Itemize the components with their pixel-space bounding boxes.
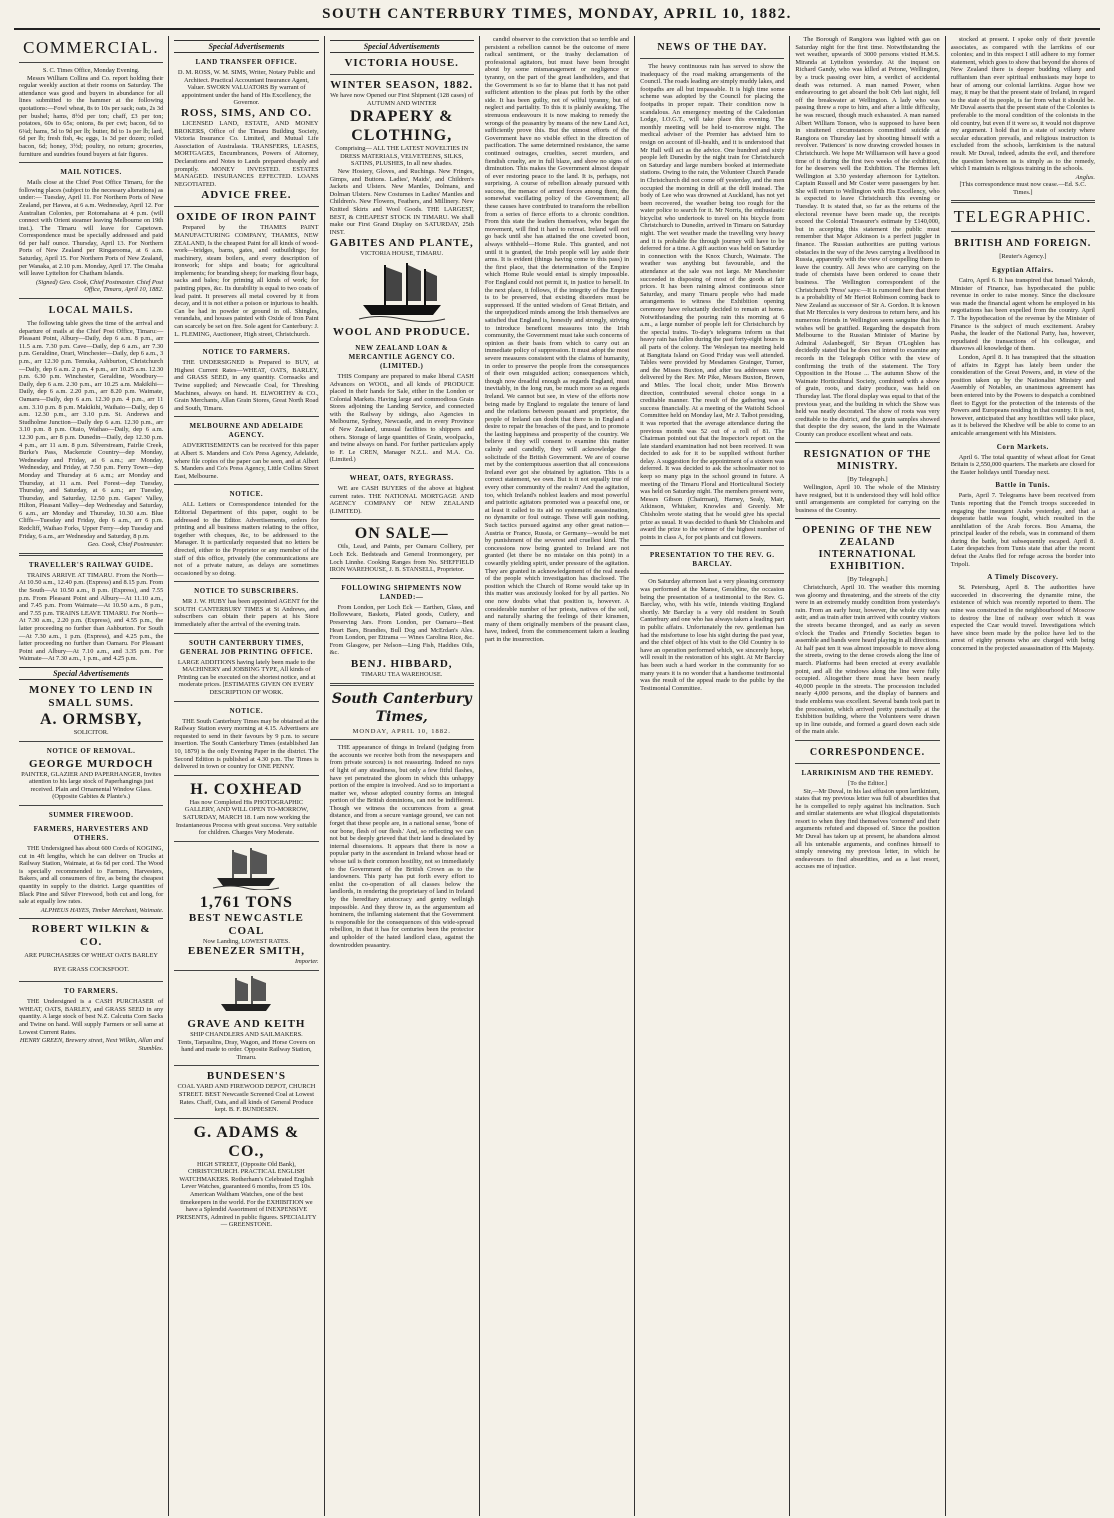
wilkin-name: ROBERT WILKIN & CO. <box>31 923 151 949</box>
paper-date: MONDAY, APRIL 10, 1882. <box>352 727 451 735</box>
larrikinism-heading: LARRIKINISM AND THE REMEDY. <box>801 768 934 777</box>
divider <box>19 805 163 806</box>
larrikinism-text: Sir,—Mr Duval, in his last effusion upon larrikinism, states that my previous letter was full of absurdities that he is compelled to reply against his inclination. Such and similar statements are what illogical disputationists resort to when they find themselves 'cornered' and their arguments refuted and disposed of. Since the position Mr Duval has taken up at present, he abandons almost all his untenable arguments, and confines himself to simply renewing my previous letter, in which he endeavours to find absurdities, and as a last resort, accuses me of injustice. <box>795 787 940 871</box>
ormsby-title: SOLICITOR. <box>73 728 109 736</box>
divider <box>330 74 474 75</box>
paint-text: Prepared by the THAMES PAINT MANUFACTURING COMPANY, THAMES, NEW ZEALAND, Is the cheapest Paint for all kinds of wood-work—bridges, barns, gates, and outbuildings; for machinery, steam boilers, and every description of ironwork; for ships and boats; for agricultural implements; for branding sheep; for marking flour bags, sacks and bales; for priming all kinds of work; for painting pipes, &c. Its durability is equal to two coats of lead paint. It preserves all metal covered by it from decay, and it is not either a poison or injurious to health. Can be had in powder or ground in oil. Shingles, verandahs, and houses painted with Oxide of Iron Paint can scarcely be set on fire. Sole agent for Canterbury: J. L. FLEMING, Auctioneer, High street, Christchurch. <box>174 224 319 338</box>
firewood-heading: SUMMER FIREWOOD. <box>48 810 134 819</box>
divider <box>174 775 318 776</box>
news-text: The heavy continuous rain has served to show the inadequacy of the road making arrangements of the Council. The roads leading are simply muddy lakes, and footpaths are all but impassable. It is high time some scheme was adopted by the Council for placing the footpaths in proper repair. Their condition now is scandalous. An emergency meeting of the Caledonian Lodge, I.O.G.T., will take place this evening. The monthly meeting will be held to-morrow night. The medical adviser of the Premier has advised him to resign on account of ill-health, and it is understood that Mr Hall will act as the advice. One hundred and sixty people left Dunedin by the night train for Christchurch on Saturday and large numbers booked at intermediate stations. Owing to the rain, the Volunteer Church Parade in Christchurch did not come off yesterday, and the men occupied the morning in drill at the drill instead. The body of Lee who was drowned at Auckland, has not yet been recovered, the weather being too rough for the water police to search for it. Mr Norris, the enthusiastic bicyclist who undertook to travel on his bicycle from Christchurch to Dunedin, arrived in Timaru on Saturday night. The wet weather made the travelling very heavy and it is probable the through journey will have to be deferred for a time. A gift auction was held on Saturday in connection with the Knox Church, Waimate. The weather was anything but favourable, and the attendance at the sale was not large. Mr Manchester succeeded in disposing of most of the goods at fair prices. It has been raining almost continuous since Saturday, and many Timaru people who had made arrangements to witness the Exhibition opening ceremony have reluctantly decided to remain at home. Notwithstanding the pouring rain this morning at 6 a.m., a large number of people left for Christchurch by the special trains. To-day's telegrams inform us that heavy rain has fallen during the past forty-eight hours in all parts of the colony. The Wesleyan tea meeting held at Bangitata Island on Good Friday was well attended. Tables were provided by Mesdames Grainger, Turner, and the Misses Buxton, and after tea addresses were delivered by the Rev. Mr Pike, Messrs Buxton, Brown, and Miles. The local choir, under Miss Brown's direction, contributed several choice songs in a creditable manner. The result of the gathering was a success financially. At a meeting of the Waitohi School Committee held on Monday last, Mr J. Talbot presiding, it was reported that the average attendance during the previous month was 52 out of a roll of 81. The Chairman pointed out that the Inspector's report on the late standard examination had not been received. It was decided to ask for it to be supplied without further delay. A suggestion for the appointment of a sixteen was deferred. It was decided to ask the schoolmaster not to keep so many pigs in the school ground in future. A meeting of the Timaru Floral and Horticultural Society was held on Saturday night. The members present were, Messrs Gibson (Chairman), Harney, Sealy, Mair, Atkinson, Whitaker, Knowles and Greenly. Mr Chisholm wrote stating that he would give his special prize as usual. It was decided to thank Mr Chisholm and award the prize to the winner of the highest number of points in class A, for pot plants and cut flowers. <box>640 63 785 541</box>
coal-sub: Now Landing, LOWEST RATES. <box>202 937 290 945</box>
firewood-text: THE Undersigned has about 600 Cords of KOGING, cut in 4ft lengths, which he can deliver on Trucks at Railway Station, Waimate, at 6s 6d per cord. The Wood is specially recommended to Farmers, Harvesters, Bakers, and all consumers of fire, as being the cheapest quantity in supply to the district. Large quantities of Black Pine and Silver Firewood, both cut and long, for sale at equally low rates. <box>19 844 164 906</box>
columns <box>14 36 1100 1516</box>
gabites-sub: VICTORIA HOUSE, TIMARU. <box>360 250 444 258</box>
job-printing-heading: SOUTH CANTERBURY TIMES, GENERAL JOB PRINTING OFFICE. <box>179 638 313 656</box>
drapery-sub: Comprising— ALL THE LATEST NOVELTIES IN DRESS MATERIALS, VELVETEENS, SILKS, SATINS, PLUSHES, In all new shades. <box>335 145 469 168</box>
editor-note: [This correspondence must now cease.—Ed. S.C. Times.] <box>959 181 1087 196</box>
winter-heading: WINTER SEASON, 1882. <box>330 79 474 91</box>
wool-heading: WOOL AND PRODUCE. <box>332 325 471 338</box>
masthead-title: SOUTH CANTERBURY TIMES, MONDAY, APRIL 10, 1882. <box>322 6 792 22</box>
paper-title: South Canterbury Times, <box>331 690 472 725</box>
ship-icon <box>357 261 447 323</box>
larrikinism-continued: stocked at present. I spoke only of their juvenile associates, as compared with the larrikins of our colonies; and in this respect I still adhere to my former statement, which goes to show that beyond the shores of New Zealand there is deeper budding villany and ruffianism than ever spiritual enthusiasts may hope to hear of among our colonial larrikins. Argue how we may, it may be that the present state of Ireland, in regard to the state of its people, is far from what it should be. Mr Duval asserts that the present state of the Colonies is preferable to the moral condition of the colonists in the old country, but even if it were so, it would not disprove my argument. I hold that in a state of society where secular education prevails, and religious instruction is excluded from the schools, larrikinism is the natural result. Mr Duval, indeed, admits the evil, and therefore the question between us is simply as to the remedy, which I maintain is religious training in the schools. <box>950 36 1095 173</box>
discovery-heading: A Timely Discovery. <box>987 573 1059 582</box>
bundesen-heading: BUNDESEN'S <box>206 1070 286 1083</box>
ross-sims-name: ROSS, SIMS, AND CO. <box>180 106 312 119</box>
divider <box>19 298 163 299</box>
divider <box>330 468 474 469</box>
divider <box>795 442 939 443</box>
exhibition-text: Christchurch, April 10. The weather this morning was gloomy and threatening, and the streets of the city were in an extremely muddy condition from yesterday's rain. From an early hour, however, the whole city was astir, and as train after train arrived with country visitors the streets became thronged, and as early as seven o'clock the Trades and Friendly Societies began to assemble and bands were heard playing in all directions. At half past ten it was almost impossible to move along the streets, owing to the dense crowds along the line of march. Platforms had been erected at every available point, and all the windows along the line were fully occupied. Altogether there must have been nearly 40,000 people in the streets. The procession included nearly 4,000 persons, and the display of banners and trade emblems was excellent. Several bands took part in the procession, which arrived pretty punctually at the Exhibition building, where the Volunteers were drawn up in line outside, and formed a guard down each side of the main aisle. <box>795 584 940 736</box>
divider <box>19 553 163 556</box>
divider <box>174 581 318 582</box>
reuter-agency: [Reuter's Agency.] <box>999 253 1047 261</box>
london-text: London, April 8. It has transpired that the situation of affairs in Egypt has lately been under the consideration of the Great Powers, and, in view of the position taken up by the Nationalist Ministry and Assembly of Notables, an unanimous agreement has been entered into by the Powers to despatch a combined fleet to Egypt for the protection of the interests of the Powers and Europeans residing in that country. It is not, however, anticipated that any hostilities will take place, as it is believed the Khedive will be able to come to an amicable arrangement with his Ministers. <box>950 354 1095 437</box>
mail-heading: MAIL NOTICES. <box>60 168 122 177</box>
divider <box>640 58 784 59</box>
exhibition-by: [By Telegraph.] <box>847 576 888 584</box>
divider <box>174 841 318 842</box>
local-mails-heading: LOCAL MAILS. <box>48 305 134 317</box>
divider <box>330 578 474 579</box>
nzl-text: THIS Company are prepared to make liberal CASH Advances on WOOL, and all kinds of PRODUCE placed in their hands for Sale, either in the London or Colonial Markets. Having large and commodious Grain Stores adjoining the Landing Service, and connected with the Railway by sidings, also Agencies in Melbourne, Sydney, Newcastle, and in every Province of New Zealand, unusual facilities to shippers and others. Storage of large quantities of Grain, woolpacks, and twine always on hand. For further particulars apply to F. Le CREN, Manager N.Z.L. and M.A. Co. (Limited.) <box>329 372 474 464</box>
resignation-heading: RESIGNATION OF THE MINISTRY. <box>803 449 932 473</box>
notice-heading: NOTICE. <box>229 490 264 499</box>
divider <box>19 162 163 163</box>
british-foreign-heading: BRITISH AND FOREIGN. <box>954 238 1092 250</box>
divider <box>174 970 318 971</box>
divider <box>330 739 474 740</box>
news-continued: The Borough of Rangiora was lighted with gas on Saturday night for the first time. Notwithstanding the wet weather, upwards of 3000 persons visited H.M.S. Miranda at Lyttelton yesterday. At the inquest on Richard Gandy, who was killed at Petone, Wellington, by a truck passing over him, a verdict of accidental death was returned. A man named Power, when endeavouring to get aboard the bolt Orb last night, fell off the breakwater at Wellington. A lady who was passing threw a rope to him, and after a little difficulty, he was rescued, though much exhausted. A man named Albert William Tonson, who is supposed to have been in straitened circumstances committed suicide at Rangiora on Thursday last by shooting himself with a revolver. 'Patiences' is now drawing crowded houses in Christchurch. We hope Mr Williamson will have a good time of it during the first two weeks of the exhibition, for he deserves well the Exhibition. The Hermes left Wellington at 3.30 yesterday afternoon for Lyttelton. Captain Russell and Mr Coster were passengers by her. She will return to Wellington with His Excellency, who is expected to leave Christchurch this evening or Tuesday. It is stated that, so far as the returns of the electoral revenue have been made up, the receipts exceed the Colonial Treasurer's estimate by £140,000, but in accepting this statement the public must remember that Major Atkinson is a perfect juggler in finance. The Russian authorities are putting various obstacles in the way of the Jews carrying a livelihood in Russia, apparently with the view of compelling them to leave the country. All Jews who are carrying on the trade of chemists have been ordered to cease their business. The Wellington correspondent of the Christchurch 'Press' says:—It is rumored here that there is a probability of Mr Heriot Robinson coming back to New Zealand as successor of Sir A. Gordon. It is known that Mr Hercules is very desirous to return here, and his numerous friends in Wellington seem sanguine that his wishes will be gratified. Regarding the despatch from Melbourne to the Russian Minister of Marine by Admiral Aslanbegoff, Sir Bryan O'Loghlen has decidedly stated that he does not intend to examine any records in the Telegraph Office with the view of confirming the truth of the statement. The Tory Opposition in the House ... The autumn Show of the Waimate Horticultural Society, combined with a show of grain, roots, and dairy produce, was held on Thursday last. The floral display was equal to that of the previous year, and the building in which the Show was held was neatly decorated. The show of roots was very creditable to the district, and the grain samples showed that despite the dry season, the land in the Waimate County can produce excellent wheat and oats. <box>795 36 940 438</box>
coxhead-name: H. COXHEAD <box>190 780 303 798</box>
divider <box>19 981 163 982</box>
victoria-heading: VICTORIA HOUSE. <box>344 57 459 69</box>
drapery-heading: DRAPERY & CLOTHING, <box>350 108 454 145</box>
land-transfer-text: D. M. ROSS, W. M. SIMS, Writer, Notary Public and Architect. Practical Accountant Insurance Agent, Valuer. SWORN VALUATORS By warrant of appointment under the hand of His Excellency, the Governor. <box>177 69 315 107</box>
job-printing-text: LARGE ADDITIONS having lately been made to the MACHINERY and JOBBING TYPE, All kinds of Printing can be executed on the shortest notice, and at moderate prices. [ESTIMATES GIVEN ON EVERY DESCRIPTION OF WORK. <box>177 658 316 697</box>
hayes-signature: ALPHEUS HAYES, Timber Merchant, Waimate. <box>40 906 164 914</box>
egypt-heading: Egyptian Affairs. <box>992 266 1054 275</box>
wheat-text: WE are CASH BUYERS of the above at highest current rates. THE NATIONAL MORTGAGE AND AGENCY COMPANY OF NEW ZEALAND (LIMITED). <box>329 485 474 515</box>
ship-icon <box>211 846 281 890</box>
telegraphic-heading: TELEGRAPHIC. <box>953 207 1093 227</box>
special-ads-band: Special Advertisements <box>19 667 163 680</box>
masthead <box>14 6 1100 30</box>
notice2-heading: NOTICE. <box>229 706 264 715</box>
grave-keith-sub: SHIP CHANDLERS AND SAILMAKERS. <box>190 1030 303 1038</box>
grave-keith-name: GRAVE AND KEITH <box>187 1017 306 1030</box>
green-signature: HENRY GREEN, Brewery street, Next Wilkin, Allan and Stumbles. <box>19 1037 164 1052</box>
tunis-text: Paris, April 7. Telegrams have been received from Tunis reporting that the French troops succeeded in engaging the insurgent Arabs yesterday, and that a desperate battle was fought, which resulted in the annihilation of the Arab forces. Bou Amama, the principal leader of the rebels, was in command of them during the battle, but subsequently escaped. April 8. Later despatches from Tunis state that after the recent defeat the Arabs fled for refuge across the border into Tripoli. <box>950 492 1095 568</box>
removal-heading: NOTICE OF REMOVAL. <box>46 746 136 755</box>
farmers-heading: FARMERS, HARVESTERS AND OTHERS. <box>33 824 149 842</box>
mail-signature: (Signed) Geo. Cook, Chief Postmaster. Chief Post Office, Timaru, April 10, 1882. <box>36 278 164 294</box>
corn-markets-text: April 6. The total quantity of wheat afloat for Great Britain is 2,550,000 quarters. The markets are closed for the Easter holidays until Tuesday next. <box>950 453 1095 476</box>
divider <box>795 740 939 741</box>
notice-text: ALL Letters or Correspondence intended for the Editorial Department of this paper, ought to be addressed to the Editor. Advertisements, orders for printing and all business matters relating to the office, together with cheques, &c, to be addressed to the Manager. It is particularly requested that no letters be directed, either to the Proprietor or any member of the staff of this office, privately (the communications are not of a private nature, as delays are sometimes occasioned by so doing. <box>174 501 319 577</box>
tons-heading: 1,761 TONS <box>199 893 293 911</box>
column-3 <box>325 36 480 1516</box>
wilkin-text: ARE PURCHASERS OF WHEAT OATS BARLEY RYE GRASS COCKSFOOT. <box>24 952 159 974</box>
discovery-text: St. Petersburg, April 8. The authorities have succeeded in discovering the dynamite mine, the existence of which was recently reported to them. The mine was constructed in the neighbourhood of Moscow to destroy the line of railway over which it was expected the Czar would travel. Investigations which have since been made by the police have led to the arrest of eighty persons who are charged with being concerned in the projected assassination of His Majesty. <box>950 584 1095 652</box>
gabites-name: GABITES AND PLANTE, <box>329 237 474 250</box>
divider <box>640 573 784 574</box>
news-of-the-day-heading: NEWS OF THE DAY. <box>657 42 768 53</box>
ship-icon <box>216 975 276 1015</box>
mail-text: Mails close at the Chief Post Office Timaru, for the following places (subject to the necessary alterations) as under:— Tuesday, April 11. For Northern Ports of New Zealand, per Hawea, at 6 a.m. Wednesday, April 12. For Australian Colonies, per Rotomahana at 4 p.m. (will connect with Orient steamer leaving Melbourne on 19th inst.). The Timaru will leave for Capetown. Correspondence must be specially addressed and paid 6d per half ounce. Thursday, April 13. For Northern Ports of New Zealand per Ringarooma, at 6 a.m. Saturday, April 15. For Northern Ports of New Zealand, per Wanaka, at 2.10 p.m. Monday, April 17. The Omaha will leave Lyttelton for Chatham Islands. <box>19 179 164 278</box>
resignation-by: [By Telegraph.] <box>847 476 888 484</box>
special-ads-band: Special Advertisements <box>174 40 318 53</box>
egypt-text: Cairo, April 6. It has transpired that Ismael Yakoub, Minister of Finance, has hypothecated the public revenue in order to raise money. Since the disclosure was made the financial agent whom he employed in his negotiations has been expelled from the country. April 7. The hypothecation of the revenue by the Minister of Finance is the subject of much excitement. Arabey Pasha, the leader of the National Party, has, however, repudiated the transactions of his colleague, and disavows all knowledge of them. <box>950 277 1095 353</box>
divider <box>19 62 163 63</box>
shipments-heading: FOLLOWING SHIPMENTS NOW LANDED:— <box>341 583 463 601</box>
notice-farmers-text: THE UNDERSIGNED is Prepared to BUY, at Highest Current Rates—WHEAT, OATS, BARLEY, and GRASS SEED, in any quantity. Cornsacks and Twine supplied; and Newcastle Coal, for Threshing Machines, always on hand. H. ELWORTHY & CO., Grain Merchants, Allan Grain Stores, Great North Road and South, Timaru. <box>174 359 319 412</box>
ross-sims-text: LICENSED LAND, ESTATE, AND MONEY BROKERS, Office of the Timaru Building Society, Victoria Insurance Co. Limited, and Mutual Life Association of Australasia. TRANSFERS, LEASES, MORTGAGES, Encumbrances, Powers of Attorney, Declarations and Notes to Lands prepared cheaply and promptly. MONEY INVESTED. ESTATES MANAGED. INSURANCES EFFECTED. LOANS NEGOTIATED. <box>174 119 319 188</box>
subscribers-text: MR J. W. HUBY has been appointed AGENT for the SOUTH CANTERBURY TIMES at St Andrews, and subscribers can obtain their papers at his Store immediately after the arrival of the evening train. <box>174 598 319 629</box>
murdoch-name: GEORGE MURDOCH <box>28 757 154 770</box>
paint-heading: OXIDE OF IRON PAINT <box>176 211 317 224</box>
notice-farmers-heading: NOTICE TO FARMERS. <box>202 348 291 357</box>
divider <box>640 545 784 546</box>
divider <box>19 918 163 919</box>
commercial-heading: COMMERCIAL. <box>23 38 160 57</box>
presentation-heading: PRESENTATION TO THE REV. G. BARCLAY. <box>649 551 775 569</box>
land-transfer-heading: LAND TRANSFER OFFICE. <box>195 58 298 66</box>
coal-heading: BEST NEWCASTLE COAL <box>188 911 304 937</box>
commercial-text: Messrs William Collins and Co. report holding their regular weekly auction at their rooms on Saturday. The attendance was good and buyers in abundance for all lines submitted to the hammer at the following quotations:—Fowl wheat, 8s to 10s per sack; oats, 2s 3d per bushel; hams, 8½d per ton; chaff, £3 per ton; potatoes, 60s to 65s; onions, 8s per cwt; bacon, 6d to 6¼d; hams, 5d to 9d per lb; butter, 8d to 1s per lb; lard, 6d per lb; fresh fish, 4s; eggs, 1s 3d per dozen; rolled bacon, 6d; honey, 3½d; poultry, no return; groceries, furniture and sundries found buyers at fair figures. <box>19 74 164 158</box>
drapery-text: New Hosiery, Gloves, and Ruchings. New Fringes, Gimps, and Buttons. Ladies', Maids', and Children's Jackets and Ulsters. New Mantles, Dolmans, and Dolman Ulsters. New Costumes in Ladies' Mantles and Children's. New Flowers, Feathers, and Millinery. New Knitted Skirts and Wool Goods. THE LARGEST, BEST, & CHEAPEST STOCK IN TIMARU. We shall make our First Grand Display on SATURDAY, 25th INST. <box>329 167 474 236</box>
divider <box>174 206 318 207</box>
resignation-text: Wellington, April 10. The whole of the Ministry have resigned, but it is understood they will hold office until arrangements are completed for carrying on the business of the Country. <box>795 484 940 514</box>
green-text: THE Undersigned is a CASH PURCHASER of WHEAT, OATS, BARLEY, and GRASS SEED in any quantity. A large stock of best N.Z. Calcutta Corn Sacks and Twine on hand. Will supply Farmers or sell same at Lowest Current Rates. <box>19 998 164 1036</box>
coxhead-text: Has now Completed His PHOTOGRAPHIC GALLERY, AND WILL OPEN TO-MORROW, SATURDAY, MARCH 18. I am now working the Instantaneous Process with great success. Very suitable for children. Charges Very Moderate. <box>175 798 317 837</box>
exhibition-heading: OPENING OF THE NEW ZEALAND INTERNATIONAL EXHIBITION. <box>802 525 933 573</box>
divider <box>174 1065 318 1066</box>
commercial-dateline: S. C. Times Office, Monday Evening. <box>42 67 140 74</box>
larrikinism-signature: Anglus. <box>1075 173 1095 181</box>
divider <box>174 1118 318 1119</box>
railway-text: TRAINS ARRIVE AT TIMARU. From the North—At 10.50 a.m., 12.40 p.m. (Express) and 8.15 p.m. From the South—At 10.50 a.m., 8 p.m. (Express), and 7.55 p.m. From Pleasant Point and Albury—At 11.10 a.m., and 7.45 p.m. From Waimate—At 10.50 a.m., 8 p.m., and 7.55 p.m. TRAINS LEAVE TIMARU. For North—At 7.30 a.m., 2.20 p.m. (Express), and 4.55 p.m., the latter proceeding no further than Ashburton. For South—At 7.30 a.m., 1 p.m. (Express), and 4.25 p.m., the latter proceeding no further than Oamaru. For Pleasant Point and Albury—At 7.10 a.m., and 3.35 p.m. For Waimate—At 7.30 a.m., 1 p.m., and 4.25 p.m. <box>19 571 164 663</box>
divider <box>795 518 939 519</box>
money-heading: MONEY TO LEND IN SMALL SUMS. <box>28 683 154 709</box>
column-2 <box>169 36 324 1516</box>
notice2-text: THE South Canterbury Times may be obtained at the Railway Station every morning at 4.15. Advertisers are requested to send in their favours by 9 p.m. to secure insertion. The South Canterbury Times (established Jan 10, 1879) is the only Evening Paper in the district. The Second Edition is published at 4.30 p.m. The Times is delivered in town or country for ONE PENNY. <box>174 717 319 771</box>
local-mails-text: The following table gives the time of the arrival and departure of mails at the Chief Post Office, Timaru:— Pleasant Point, Albury—Daily, dep 6 a.m. 8 p.m., arr 11.5 a.m. 7.30 p.m. Cave—Daily, dep 6 a.m., arr 7.30 p.m. Geraldine, Orari, Winchester—Daily, dep 6 a.m., 3 p.m., arr 12.30 p.m. Temuka, Ashburton, Christchurch—Daily, dep 6 a.m. 2 p.m. 4 p.m., arr 10.25 a.m. 12.30 p.m. 6.30 p.m. Winchester, Geraldine, Woodbury—Daily, dep 6 a.m. 2.30 p.m., arr 10.25 a.m. Makikihi—Daily, dep 6 a.m. 2.20 p.m., arr 8.20 p.m. Waimate, Oamaru—Daily, dep 6 a.m. 12.30 p.m. 4 p.m., arr 11 a.m. 3.10 p.m. 8 p.m. Makikihi, Waihaio—Daily, dep 6 a.m. 12.30 p.m., arr 3.10 p.m. St. Andrews and Studholme Junction—Daily dep 6 a.m. 12.30 p.m., arr 3.10 p.m. 8 p.m. Otaio, Waihao—Daily, dep 6 a.m. 12.30 p.m., arr 8 p.m. Dunedin—Daily, dep 12.30 p.m. 4 p.m., arr 11 a.m. 8 p.m. Silverstream, Fairlie Creek, Burke's Pass, Mackenzie Country—dep Monday, Wednesday and Friday, at 6 a.m.; arr Monday, Wednesday, and Friday, at 7.50 p.m. Ferry Town—dep Monday and Thursday at 6 a.m.; arr Monday and Thursday, at 11 a.m. Peel Forest—dep Tuesday, Thursday, and Saturday, at 6 a.m.; arr Tuesday, Thursday, and Saturday, 12.50 p.m. Gapes' Valley, Hilton, Pleasant Valley—dep Wednesday and Saturday, 6 a.m., arr Monday and Thursday, 10.30 a.m. Blue Cliffs—Tuesday and Friday, dep 6 a.m., arr 6 p.m. Redcliff, Waihao Forks, Upper Ferry—dep Tuesday and Friday, 6 a.m., arr Wednesday and Saturday, 8 p.m. <box>19 320 164 540</box>
shipments-text: From London, per Loch Eck — Earthen, Glass, and Hollowware, Baskets, Plated goods, Cutlery, and Preserving Jars. From London, per Oamaru—Best Heart Bars, Brandies, Bull Dog and McErdan's Ales. From London, per Ettrama — Wines Carolina Rice, &c. From Glasgow, per Nelson—Ling Fish, Haddies Oils, &c. <box>329 603 474 657</box>
nzl-heading: NEW ZEALAND LOAN & MERCANTILE AGENCY CO. (LIMITED.) <box>348 343 455 370</box>
divider <box>19 741 163 742</box>
editorial-text: THE appearance of things in Ireland (judging from the accounts we receive both from the newspapers and from private sources) is not reassuring. Indeed no rays of light of any steadiness, but only a few fitful flashes, have yet penetrated the gloom in which this unhappy portion of the empire is involved. And so to important a matter we, whose adopted country forms an integral portion of the British dominions, can not be indifferent. Though we witness the occurrences from a great distance, and from a secure vantage ground, we can not forget that these people are, in a national sense, 'bone of our bone, flesh of our flesh.' And, so reflecting we can not but be deeply grieved that their land is desolated by internal dissensions. It appears that there is now a popular party in the ascendant in Ireland whose head or whose tail is their common hostility, not so immediately to the Government of the British Crown as to the landowners. This party has put forth every effort to enlist the co-operation of all classes below the landlords, in rendering the proprietary of land in Ireland by the hereditary aristocracy and gentry wellnigh impossible. And they throw in, as the argumentum ad hominem, the inflaming statement that the Government is responsible for the consequences of this wide-spread rebellion, in that it has for centuries been the protector and upholder of the hated landlord class, against the downtrodden peasantry. <box>329 744 474 949</box>
smith-title: Importer. <box>294 958 319 966</box>
divider <box>951 231 1095 232</box>
hibbard-sub: TIMARU TEA WAREHOUSE. <box>361 670 443 678</box>
column-4 <box>480 36 635 1516</box>
divider <box>330 683 474 686</box>
divider <box>951 200 1095 203</box>
bundesen-text: COAL YARD AND FIREWOOD DEPOT, CHURCH STREET. BEST Newcastle Screened Coal at Lowest Rates. Chaff, Oats, and all kinds of General Produce kept. B. F. BUNDESEN. <box>177 1083 316 1114</box>
on-sale-heading: ON SALE— <box>354 525 449 543</box>
local-mails-signature: Geo. Cook, Chief Postmaster. <box>87 541 164 549</box>
to-farmers-heading: TO FARMERS. <box>64 987 119 996</box>
ormsby-name: A. ORMSBY, <box>39 710 143 728</box>
column-5 <box>635 36 790 1516</box>
grave-keith-text: Tents, Tarpaulins, Dray, Wagon, and Horse Covers on hand and made to order. Opposite Railway Station, Timaru. <box>177 1038 316 1061</box>
hibbard-name: BENJ. HIBBARD, <box>350 657 453 670</box>
correspondence-heading: CORRESPONDENCE. <box>809 746 926 758</box>
special-ads-band: Special Advertisements <box>330 40 474 53</box>
column-7 <box>946 36 1100 1516</box>
wheat-heading: WHEAT, OATS, RYEGRASS. <box>349 474 454 483</box>
advice-free: ADVICE FREE. <box>201 189 292 202</box>
tunis-heading: Battle in Tunis. <box>995 481 1051 490</box>
divider <box>174 701 318 702</box>
divider <box>174 416 318 417</box>
melbourne-heading: MELBOURNE AND ADELAIDE AGENCY. <box>189 422 304 440</box>
murdoch-text: PAINTER, GLAZIER AND PAPERHANGER, Invites attention to his large stock of Paperhangings just received. Plain and Ornamental Window Glass. (Opposite Gabites & Plante's.) <box>21 770 162 801</box>
divider <box>174 342 318 343</box>
column-1 <box>14 36 169 1516</box>
larrikinism-to: [To the Editor.] <box>847 779 888 787</box>
divider <box>174 484 318 485</box>
divider <box>330 519 474 520</box>
adams-name: G. ADAMS & CO., <box>193 1123 300 1160</box>
subscribers-heading: NOTICE TO SUBSCRIBERS. <box>194 587 299 596</box>
divider <box>174 633 318 634</box>
railway-heading: TRAVELLER'S RAILWAY GUIDE. <box>28 560 154 569</box>
presentation-text: On Saturday afternoon last a very pleasing ceremony was performed at the Manse, Geraldine, the occasion being the presentation of a testimonial to the Rev. G. Barclay, who, with his wife, intends visiting England shortly. Mr Barclay is a very old resident in South Canterbury and one who has always taken a leading part in public affairs. Unfortunately the rev. gentleman has had the misfortune to lose his sight during the past year, and the chief object of his visit to the Old Country is to have an operation performed which, we sincerely hope, will result in the restoration of his sight. At Mr Barclay has been such a hard worker in the community for so many years it is no wonder that a handsome testimonial was the result of the appeal made to the public by the Testimonial Committee. <box>640 578 785 692</box>
smith-name: EBENEZER SMITH, <box>187 945 305 958</box>
divider <box>795 763 939 764</box>
melbourne-text: ADVERTISEMENTS can be received for this paper at Albert S. Manders and Co's Press Agency, Adelaide, where file copies of the paper can be seen, and at Albert S. Manders and Co's Press Agency, Little Collins Street East, Melbourne. <box>174 442 319 480</box>
corn-markets-heading: Corn Markets. <box>996 442 1049 451</box>
adams-text: HIGH STREET, (Opposite Old Bank), CHRISTCHURCH. PRACTICAL ENGLISH WATCHMAKERS. Rotherham's Celebrated English Lever Watches, guaranteed 6 months, from £5 10s. American Waltham Watches, one of the best timekeepers in the world. For the EXHIBITION we have a Splendid Assortment of INEXPENSIVE PRESENTS, Admired in public figures. SPECIALITY — GREENSTONE. <box>176 1160 317 1229</box>
editorial-continued: candid observer to the conviction that so terrible and persistent a rebellion cannot be the outcome of mere radical sentiment, or the trashy declamation of professional agitators, but must have been brought about by some mismanagement or negligence or tyranny, on the part of the great landholders, and that the Government is so far to blame that it has not paid sufficient attention to the pleas put forth by the other side. It has been guilty, not of wilful tyranny, but of neglect and partiality. To this it is plainly awaking. The strenuous endeavours it is now making to remedy the wrongs of the peasantry by means of the new Land Act, sufficiently prove this. But the utmost efforts of the Government have no visible effect in the direction of pacification. The same determined resistance, the same continued outrages, cruelties, secret murders, and fiendish cruelty, are in full blaze, and show no signs of diminution. This makes the Government almost despair of ever restoring peace to the land. It is, perhaps, not surprising. A course of rebellion already pursued with success, the menace of armed forces among them, the somewhat vacillating policy of the Government; all these causes have contributed to transform the rebellion from a series of fierce efforts to a chronic condition. From this state the leaders themselves, who began the movement, will find it hard to retreat. Ireland will not go back until she has attained the one coveted boon, always withheld—Home Rule. This granted, and not until it is granted, the Irish people will lay aside their arms. It is evident (things having come to this pass) in the first place, that the determination of the Empire which Home Rule would entail is simply impossible. For England could not permit it, in justice to herself. In the next place, it follows, if the integrity of the Empire is to be preserved, that existing disorders must be suppressed. If the united wisdom of Great Britain, and the unprejudiced minds among the Irish themselves are satisfied that England is, honestly and strongly, striving to introduce beneficent measures into the Irish community, the Government must take such concerns of opinion as their basis from which to carry out an immediate policy of suppression. It must adopt the most severe measures consistent with the claims of humanity, in order to preserve the people from the consequences of their own misguided action; consequences which, though now dreadful enough as regards England, must inevitably, in the long run, be much more so as regards Ireland. We cannot but see, in view of the efforts now being made by England to regulate the tenure of land and the relations between peasant and proprietor, the people of Ireland can doubt that there is in England a desire to repair the breaches of the past, and to promote the lasting happiness and prosperity of the country. We believe if they will consent to examine this matter calmly and candidly, they will acknowledge the solicitude of the British Government. We are of course met by the contemptuous assertion that all concessions Ireland ever got she obtained by agitation. This is a correct statement, we own. But is it not equally true of every other community of the realm? And the agitation, too, which Ireland's noblest leaders and most powerful and patriotic agitators promoted was a peaceful one, or at least it called to its aid no systematic assassination, no dynamite or foul outrage. These will gain nothing. Such tactics pursued against any other great nation—Austria or France, Russia, or Germany—would be met by punishment of the severest and cruellest kind. The concessions now being granted to Ireland are not granted (let there be no mistake on this point) in a cowardly yielding spirit, under pressure of the agitation. They are granted in acknowledgement of the real needs of the people which investigation has disclosed. The position which the Church of Rome would take up in this matter was anxiously looked for by all parties. No one now doubts what that position is, however. A considerable number of her priests, natives of the soil, and naturally sharing the feelings of their kinsmen, many of them originally members of the peasant class, have, indeed, from the commencement taken a leading part in the insurrection. <box>484 36 630 643</box>
column-6 <box>790 36 945 1516</box>
on-sale-text: Oils, Lead, and Paints, per Oamaru Colliery, per Loch Eck. Bedsteads and General Ironmongery, per Loch Linnhe. Cooking Ranges from No. SHEFFIELD IRON WAREHOUSE, J. B. STANSELL, Proprietor. <box>329 543 474 574</box>
victoria-text: We have now Opened our First Shipment (128 cases) of AUTUMN AND WINTER <box>330 92 474 107</box>
